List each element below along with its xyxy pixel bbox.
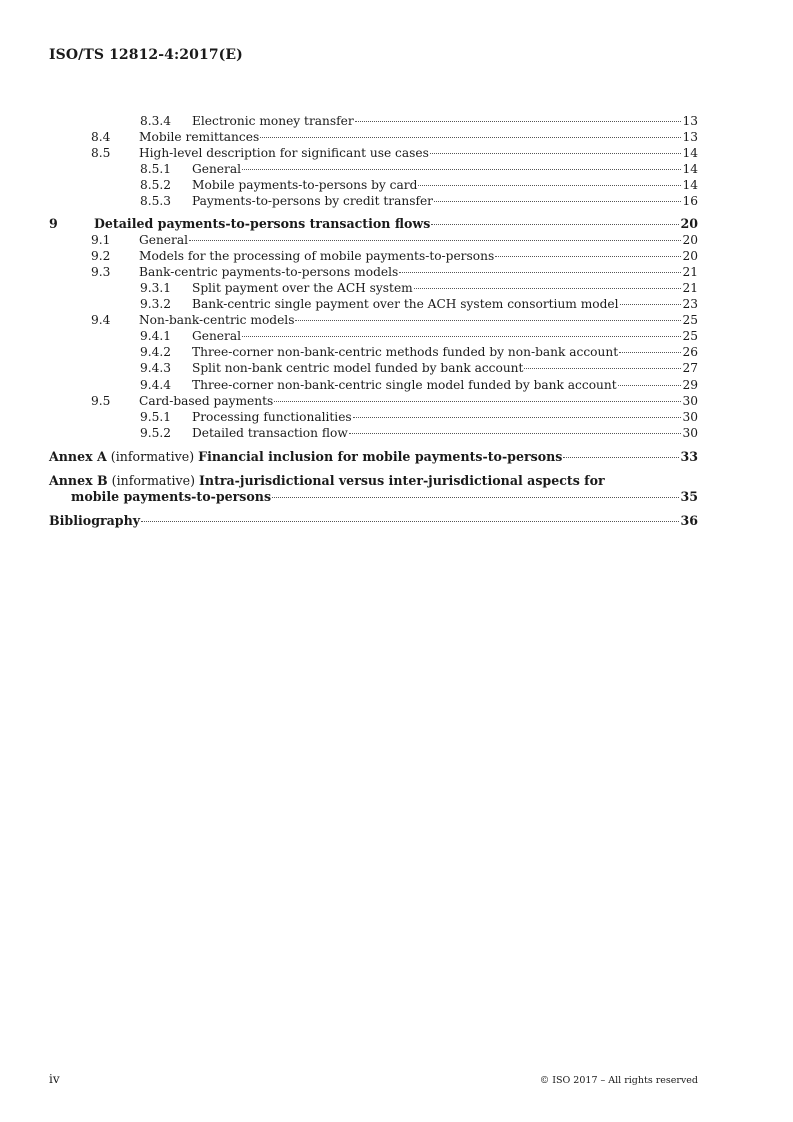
toc-entry-number: 9.4.4 bbox=[140, 377, 172, 392]
toc-entry[interactable] bbox=[49, 280, 698, 296]
toc-entry-page: 33 bbox=[680, 448, 698, 464]
toc-entry-page: 30 bbox=[682, 425, 698, 440]
toc-entry[interactable] bbox=[49, 232, 698, 248]
copyright-notice: © ISO 2017 – All rights reserved bbox=[539, 1075, 698, 1086]
document-header: ISO/TS 12812-4:2017(E) bbox=[49, 47, 243, 63]
toc-entry-page: 35 bbox=[680, 488, 698, 504]
toc-entry-page: 27 bbox=[682, 361, 698, 376]
toc-entry-title: Bank-centric single payment over the ACH system consortium model bbox=[192, 297, 619, 312]
toc-entry-page: 16 bbox=[682, 194, 698, 209]
toc-entry-title: High-level description for significant use cases bbox=[139, 146, 429, 161]
toc-annex-a[interactable] bbox=[49, 449, 698, 465]
dot-leader bbox=[189, 240, 681, 241]
toc-entry-number: 9.5 bbox=[91, 393, 111, 408]
dot-leader bbox=[414, 288, 682, 289]
toc-entry[interactable] bbox=[49, 145, 698, 161]
toc-entry-number: 9.4.1 bbox=[140, 329, 172, 344]
toc-entry-number: 9.1 bbox=[91, 232, 111, 247]
dot-leader bbox=[430, 153, 682, 154]
dot-leader bbox=[618, 385, 682, 386]
toc-entry-page: 14 bbox=[682, 146, 698, 161]
toc-entry[interactable] bbox=[49, 177, 698, 193]
dot-leader bbox=[260, 137, 681, 138]
toc-entry-number: 9.3 bbox=[91, 264, 111, 279]
dot-leader bbox=[355, 121, 682, 122]
dot-leader bbox=[272, 497, 679, 498]
toc-entry-number: 8.5.2 bbox=[140, 178, 172, 193]
toc-entry-page: 21 bbox=[682, 264, 698, 279]
toc-entry[interactable] bbox=[49, 328, 698, 344]
toc-entry[interactable] bbox=[49, 264, 698, 280]
toc-entry[interactable] bbox=[49, 425, 698, 441]
toc-entry-page: 13 bbox=[682, 130, 698, 145]
toc-entry-page: 25 bbox=[682, 329, 698, 344]
dot-leader bbox=[349, 433, 682, 434]
toc-entry-page: 29 bbox=[682, 377, 698, 392]
toc-entry-title: General bbox=[192, 329, 241, 344]
toc-entry-number: 9.3.1 bbox=[140, 280, 172, 295]
toc-entry-number: 9.4.3 bbox=[140, 361, 172, 376]
toc-entry-title: Detailed payments-to-persons transaction flows bbox=[94, 215, 431, 231]
toc-entry[interactable] bbox=[49, 344, 698, 360]
annex-title-line2: mobile payments-to-persons bbox=[71, 488, 272, 504]
toc-entry[interactable] bbox=[49, 393, 698, 409]
annex-title-line1: Intra-jurisdictional versus inter-jurisdictional aspects for bbox=[199, 472, 605, 488]
toc-entry-number: 9.4 bbox=[91, 313, 111, 328]
dot-leader bbox=[524, 368, 681, 369]
page-number: iv bbox=[49, 1072, 60, 1086]
dot-leader bbox=[295, 320, 681, 321]
annex-type: (informative) bbox=[111, 472, 195, 488]
toc-entry-page: 14 bbox=[682, 178, 698, 193]
toc-entry-title: Split non-bank centric model funded by bank account bbox=[192, 361, 524, 376]
toc-entry-page: 26 bbox=[682, 345, 698, 360]
toc-clause-9[interactable] bbox=[49, 216, 698, 232]
toc-entry-title: Split payment over the ACH system bbox=[192, 280, 413, 295]
dot-leader bbox=[619, 352, 681, 353]
toc-entry-page: 30 bbox=[682, 393, 698, 408]
toc-entry-number: 9.2 bbox=[91, 248, 111, 263]
dot-leader bbox=[274, 401, 681, 402]
toc-entry-page: 14 bbox=[682, 162, 698, 177]
toc-entry-number: 8.4 bbox=[91, 130, 111, 145]
toc-entry-number: 9.5.2 bbox=[140, 425, 172, 440]
toc-entry[interactable] bbox=[49, 360, 698, 376]
toc-entry-page: 30 bbox=[682, 409, 698, 424]
page-footer bbox=[49, 1072, 698, 1086]
toc-entry[interactable] bbox=[49, 113, 698, 129]
dot-leader bbox=[434, 201, 681, 202]
toc-entry[interactable] bbox=[49, 409, 698, 425]
toc-entry[interactable] bbox=[49, 129, 698, 145]
dot-leader bbox=[141, 521, 679, 522]
toc-entry-title: General bbox=[139, 232, 188, 247]
toc-entry-title: Detailed transaction flow bbox=[192, 425, 348, 440]
toc-entry-number: 9.3.2 bbox=[140, 297, 172, 312]
toc-entry-number: 8.5 bbox=[91, 146, 111, 161]
dot-leader bbox=[431, 224, 679, 225]
toc-entry[interactable] bbox=[49, 193, 698, 209]
toc-entry-page: 13 bbox=[682, 114, 698, 128]
toc-entry-title: Mobile payments-to-persons by card bbox=[192, 178, 418, 193]
toc-entry-page: 25 bbox=[682, 313, 698, 328]
toc-entry-page: 21 bbox=[682, 280, 698, 295]
dot-leader bbox=[399, 272, 681, 273]
toc-entry-page: 36 bbox=[680, 513, 698, 529]
toc-entry-title: Bibliography bbox=[49, 513, 141, 529]
dot-leader bbox=[495, 256, 681, 257]
dot-leader bbox=[620, 304, 682, 305]
annex-label: Annex A bbox=[49, 448, 107, 464]
toc-entry[interactable] bbox=[49, 312, 698, 328]
toc-entry-page: 20 bbox=[682, 248, 698, 263]
annex-type: (informative) bbox=[110, 448, 195, 464]
toc-entry-title: Three-corner non-bank-centric methods funded by non-bank account bbox=[192, 345, 619, 360]
toc-entry-title: Card-based payments bbox=[139, 393, 274, 408]
toc-entry-number: 9 bbox=[49, 215, 58, 231]
toc-entry[interactable] bbox=[49, 161, 698, 177]
toc-entry[interactable] bbox=[49, 248, 698, 264]
toc-entry-title: Three-corner non-bank-centric single model funded by bank account bbox=[192, 377, 617, 392]
toc-entry-title: Non-bank-centric models bbox=[139, 313, 295, 328]
toc-bibliography[interactable] bbox=[49, 513, 698, 529]
toc-entry-title: Processing functionalities bbox=[192, 409, 352, 424]
annex-label: Annex B bbox=[49, 472, 108, 488]
dot-leader bbox=[418, 185, 681, 186]
toc-entry-page: 20 bbox=[680, 215, 698, 231]
annex-title: Financial inclusion for mobile payments-to-persons bbox=[198, 448, 563, 464]
toc-entry-title: Payments-to-persons by credit transfer bbox=[192, 194, 433, 209]
toc-entry-number: 9.5.1 bbox=[140, 409, 172, 424]
toc-entry-page: 20 bbox=[682, 232, 698, 247]
dot-leader bbox=[563, 457, 679, 458]
toc-entry-title: Bank-centric payments-to-persons models bbox=[139, 264, 399, 279]
dot-leader bbox=[353, 417, 682, 418]
toc-entry[interactable] bbox=[49, 377, 698, 393]
dot-leader bbox=[242, 169, 681, 170]
toc-entry-number: 9.4.2 bbox=[140, 345, 172, 360]
table-of-contents bbox=[49, 113, 698, 529]
toc-entry-title: Models for the processing of mobile payments-to-persons bbox=[139, 248, 495, 263]
toc-entry-number: 8.5.1 bbox=[140, 162, 172, 177]
toc-entry-title: Electronic money transfer bbox=[192, 114, 354, 128]
toc-entry-number: 8.5.3 bbox=[140, 194, 172, 209]
toc-entry-title: Mobile remittances bbox=[139, 130, 260, 145]
toc-entry-title: General bbox=[192, 162, 241, 177]
toc-entry-number: 8.3.4 bbox=[140, 114, 172, 128]
toc-entry[interactable] bbox=[49, 296, 698, 312]
dot-leader bbox=[242, 336, 681, 337]
toc-entry-page: 23 bbox=[682, 297, 698, 312]
toc-annex-b[interactable] bbox=[49, 473, 698, 505]
